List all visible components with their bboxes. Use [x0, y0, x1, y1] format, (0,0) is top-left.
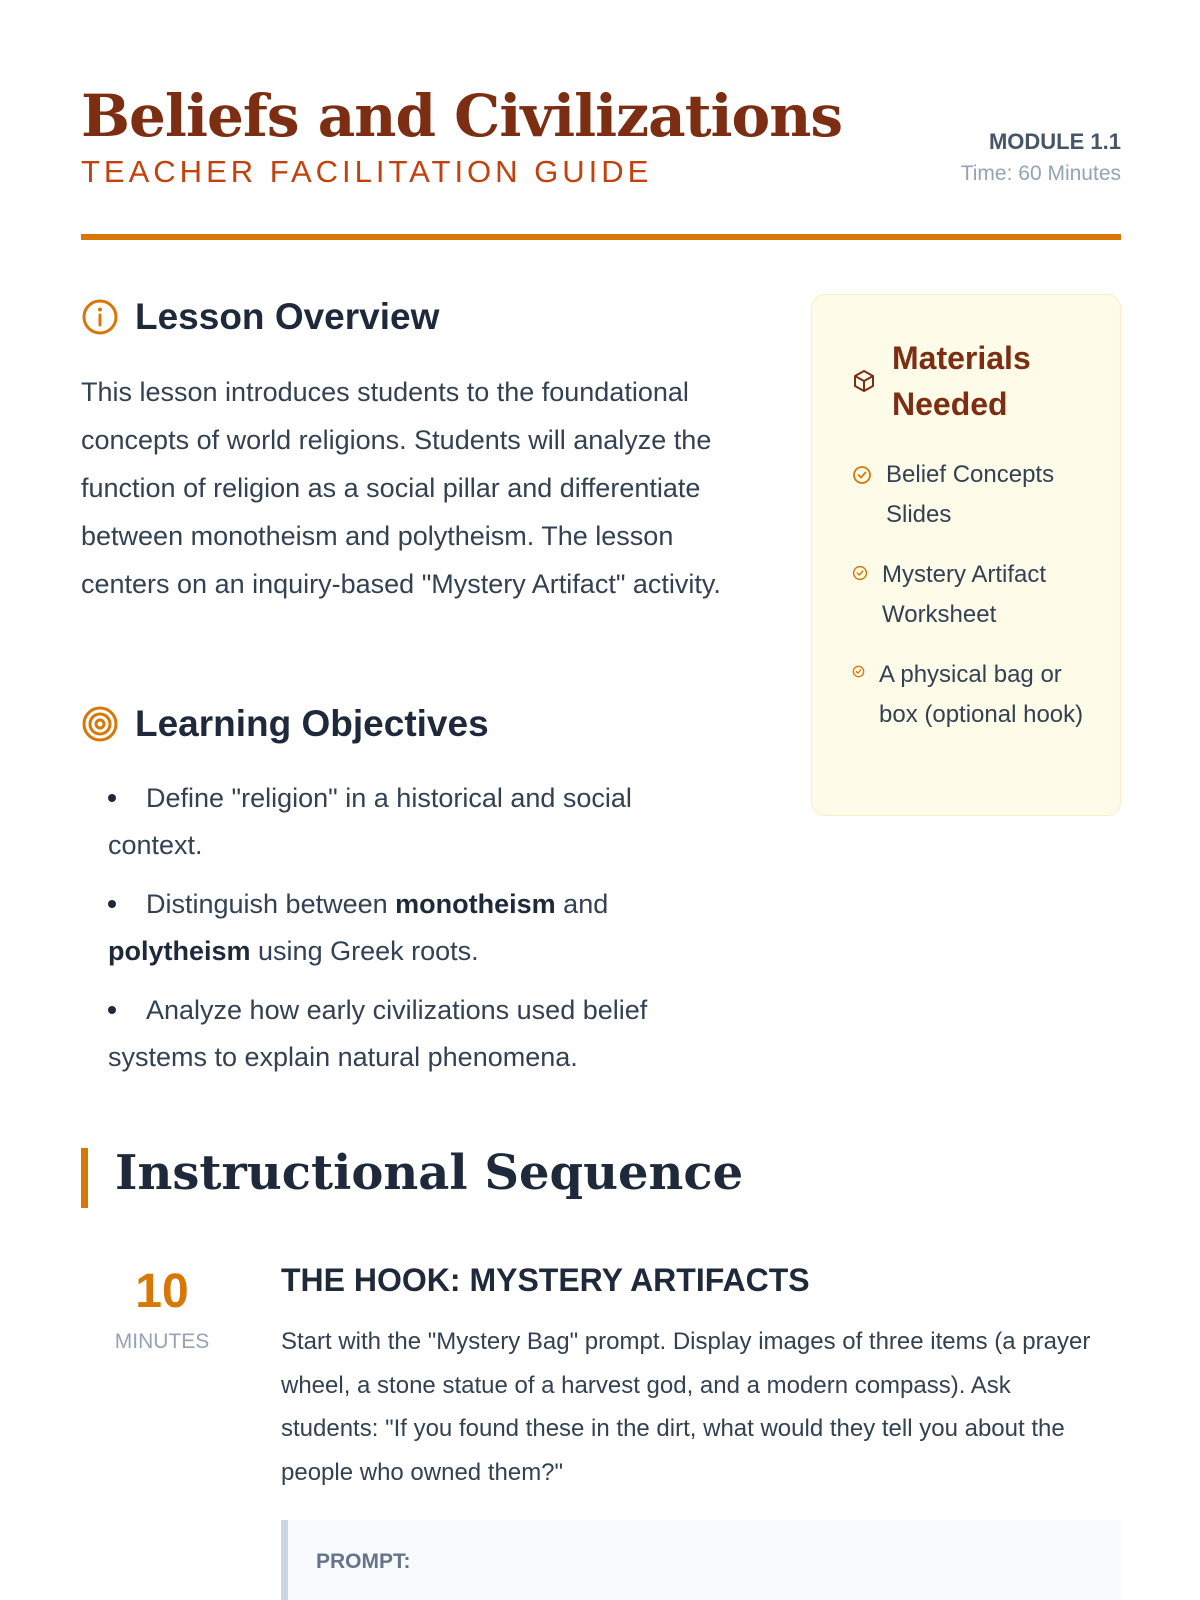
term-polytheism: polytheism: [108, 936, 251, 966]
material-text: A physical bag or box (optional hook): [879, 661, 1084, 728]
bullet: [108, 794, 116, 802]
material-text: Belief Concepts Slides: [886, 461, 1055, 528]
list-item: [81, 775, 701, 869]
check-circle-icon: [852, 465, 872, 485]
overview-heading-text: Lesson Overview: [135, 296, 440, 337]
info-circle-icon: [81, 298, 119, 336]
objective-text-mid: and: [555, 889, 609, 919]
step-minutes-label: MINUTES: [114, 1330, 210, 1353]
objectives-heading-text: Learning Objectives: [135, 703, 489, 744]
page-subtitle: TEACHER FACILITATION GUIDE: [81, 154, 653, 189]
bullet: [108, 1006, 116, 1014]
list-item: [852, 455, 1092, 535]
overview-text: This lesson introduces students to the foundational concepts of world religions. Students will analyze the function of religion as a social pillar and differentiate between monotheism and polytheism. The lesson centers on an inquiry-based "Mystery Artifact" activity.: [81, 377, 721, 599]
check-circle-icon: [852, 665, 865, 678]
page-title: Beliefs and Civilizations: [81, 82, 843, 150]
module-label: MODULE 1.1: [988, 129, 1121, 154]
materials-card: [811, 294, 1121, 816]
prompt-label: PROMPT:: [316, 1550, 411, 1573]
objectives-heading: [81, 703, 489, 745]
step-minutes: 10: [135, 1265, 189, 1318]
objective-text: Analyze how early civilizations used belief systems to explain natural phenomena.: [108, 995, 648, 1072]
objectives-list: [81, 775, 701, 1093]
step-title: THE HOOK: MYSTERY ARTIFACTS: [281, 1262, 810, 1298]
list-item: [852, 555, 1092, 635]
check-circle-icon: [852, 565, 868, 581]
list-item: [81, 881, 701, 975]
materials-heading: [852, 335, 1092, 427]
objective-text-pre: Distinguish between: [146, 889, 396, 919]
objective-text: Define "religion" in a historical and social context.: [108, 783, 632, 860]
bullet: [108, 900, 116, 908]
header-divider: [81, 234, 1121, 240]
time-label: Time: 60 Minutes: [960, 162, 1121, 185]
materials-title: Materials Needed: [892, 340, 1031, 422]
section-accent-bar: [81, 1148, 88, 1208]
overview-heading: [81, 296, 439, 338]
header: [81, 82, 1121, 242]
target-icon: [81, 705, 119, 743]
materials-list: [852, 455, 1092, 755]
box-icon: [852, 369, 876, 393]
objective-text-post: using Greek roots.: [250, 936, 479, 966]
list-item: [81, 987, 701, 1081]
prompt-box: [281, 1520, 1121, 1600]
term-monotheism: monotheism: [395, 889, 556, 919]
material-text: Mystery Artifact Worksheet: [882, 561, 1047, 628]
step-text: Start with the "Mystery Bag" prompt. Display images of three items (a prayer wheel, a stone statue of a harvest god, and a modern compass). Ask students: "If you found these in the dirt, what would they tell you about the people who owned them?": [281, 1328, 1091, 1486]
list-item: [852, 655, 1092, 735]
sequence-heading: Instructional Sequence: [115, 1145, 744, 1201]
